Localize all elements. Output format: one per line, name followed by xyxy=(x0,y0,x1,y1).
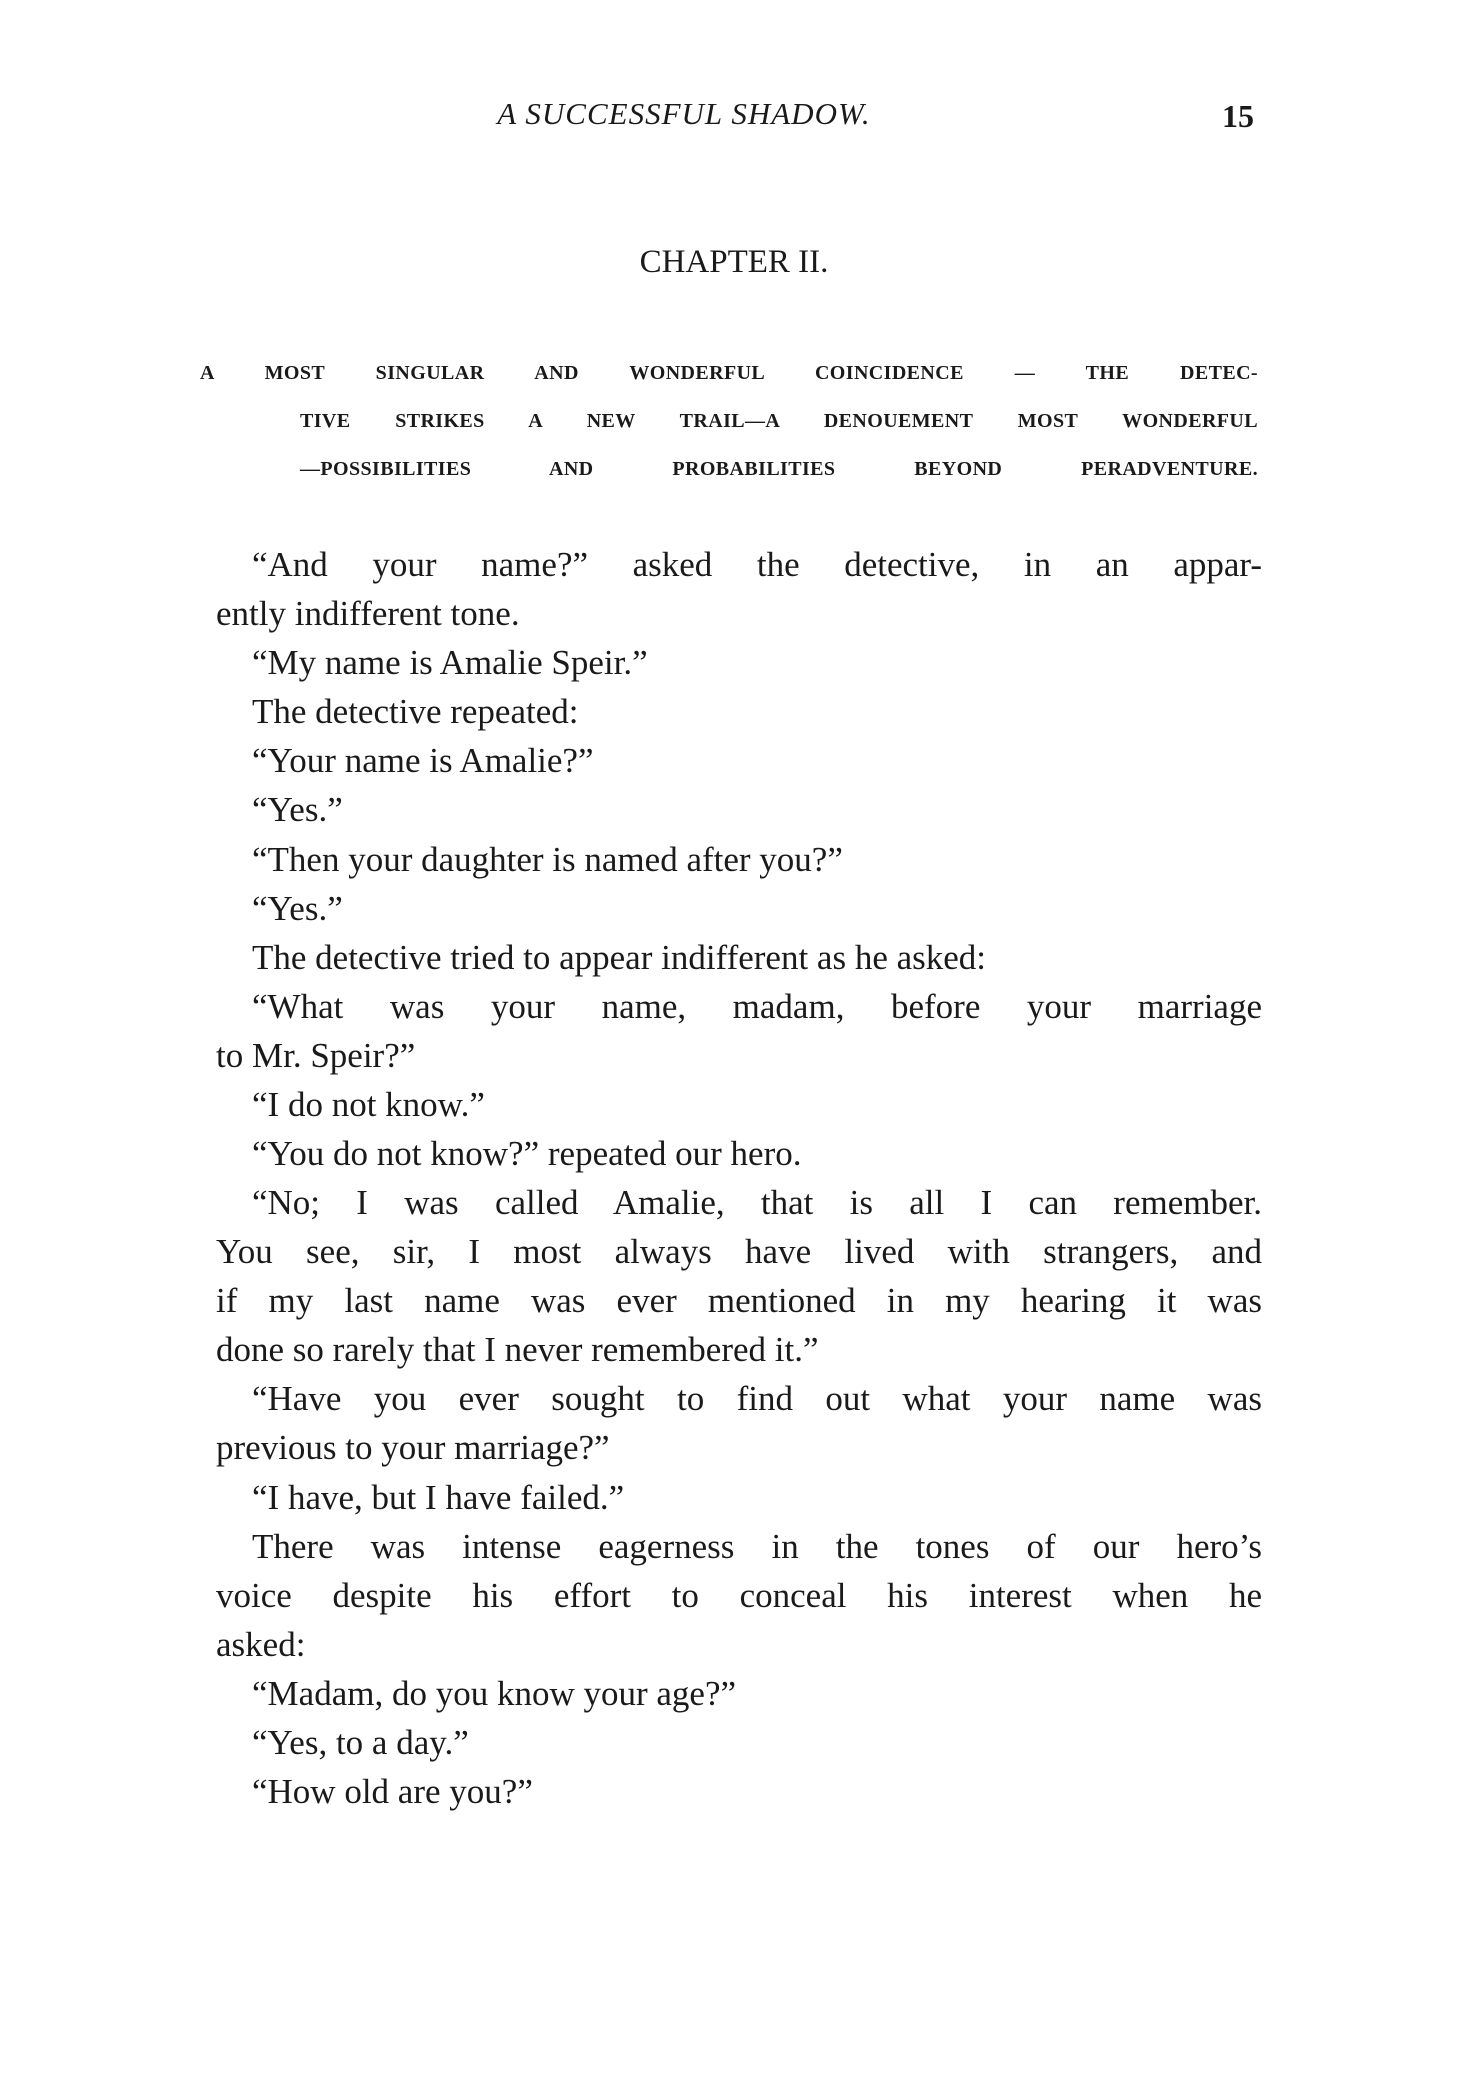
text-line: “Your name is Amalie?” xyxy=(252,741,594,780)
synopsis-line: A MOST SINGULAR AND WONDERFUL COINCIDENCE — THE DETEC- xyxy=(200,362,1258,384)
text-line: asked: xyxy=(216,1625,306,1664)
text-line: “Yes.” xyxy=(252,790,343,829)
text-line: “Yes, to a day.” xyxy=(252,1723,469,1762)
text-line: “What was your name, madam, before your marriage xyxy=(252,987,1262,1026)
text-line: ently indifferent tone. xyxy=(216,594,520,633)
text-line: “You do not know?” repeated our hero. xyxy=(252,1134,802,1173)
text-line: “My name is Amalie Speir.” xyxy=(252,643,648,682)
text-line: There was intense eagerness in the tones of our hero’s xyxy=(252,1527,1262,1566)
text-line: if my last name was ever mentioned in my hearing it was xyxy=(216,1281,1262,1320)
text-line: “I do not know.” xyxy=(252,1085,485,1124)
text-line: “I have, but I have failed.” xyxy=(252,1478,625,1517)
text-line: The detective repeated: xyxy=(252,692,579,731)
chapter-title: CHAPTER II. xyxy=(639,244,829,280)
text-line: “Madam, do you know your age?” xyxy=(252,1674,737,1713)
text-line: The detective tried to appear indifferent as he asked: xyxy=(252,938,987,977)
synopsis-line: —POSSIBILITIES AND PROBABILITIES BEYOND PERADVENTURE. xyxy=(300,458,1258,480)
text-line: You see, sir, I most always have lived with strangers, and xyxy=(216,1232,1262,1271)
text-line: “How old are you?” xyxy=(252,1772,533,1811)
page-number: 15 xyxy=(1222,98,1254,134)
text-line: done so rarely that I never remembered it.” xyxy=(216,1330,819,1369)
text-line: “And your name?” asked the detective, in an appar- xyxy=(252,545,1262,584)
text-line: to Mr. Speir?” xyxy=(216,1036,416,1075)
text-line: “Have you ever sought to find out what your name was xyxy=(252,1379,1262,1418)
text-line: “Yes.” xyxy=(252,889,343,928)
running-title: A SUCCESSFUL SHADOW. xyxy=(497,96,871,131)
text-line: previous to your marriage?” xyxy=(216,1428,610,1467)
text-line: voice despite his effort to conceal his interest when he xyxy=(216,1576,1262,1615)
synopsis-line: TIVE STRIKES A NEW TRAIL—A DENOUEMENT MOST WONDERFUL xyxy=(300,410,1258,432)
text-line: “Then your daughter is named after you?” xyxy=(252,840,843,879)
text-line: “No; I was called Amalie, that is all I can remember. xyxy=(252,1183,1262,1222)
